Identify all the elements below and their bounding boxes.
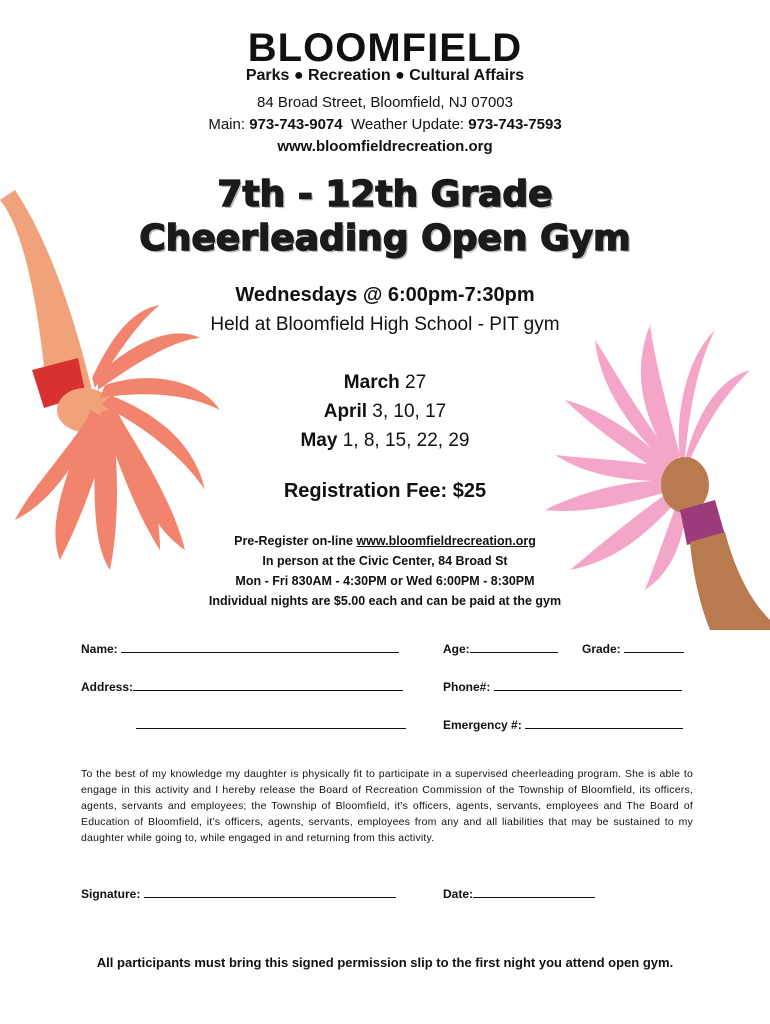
name-label: Name: [81, 642, 118, 656]
address-field[interactable] [81, 678, 403, 694]
date-line[interactable] [473, 885, 595, 898]
signature-label: Signature: [81, 887, 141, 901]
address-line[interactable] [133, 678, 403, 691]
org-logo: BLOOMFIELD [247, 26, 523, 70]
liability-disclaimer: To the best of my knowledge my daughter is physically fit to participate in a supervised cheerleading program. She is able to engage in this activity and I hereby release the Board of Recreation Commission of the Township of Bloomfield, its officers, agents, servants and employees; the Township of Bloomfield, it’s officers, agents, servants, employees and The Board of Education of Bloomfield, it’s officers, agents, servants, employees from any and all liabilities that may be sustained to my daughter while going to, while engaged in and returning from this activity. [81, 768, 693, 844]
in-person-registration: In person at the Civic Center, 84 Broad St [262, 554, 508, 568]
age-label: Age: [443, 642, 470, 656]
org-address: 84 Broad Street, Bloomfield, NJ 07003 [257, 94, 513, 111]
org-phones [0, 116, 770, 133]
emergency-label: Emergency #: [443, 718, 522, 732]
org-tagline: Parks ● Recreation ● Cultural Affairs [245, 67, 525, 84]
event-schedule: Wednesdays @ 6:00pm-7:30pm [235, 284, 535, 306]
weather-phone: 973-743-7593 [468, 116, 562, 133]
address-line-2[interactable] [136, 716, 406, 729]
emergency-field[interactable] [443, 716, 683, 732]
phone-field[interactable] [443, 678, 682, 694]
age-field[interactable] [443, 640, 558, 656]
event-location: Held at Bloomfield High School - PIT gym [210, 314, 560, 335]
nightly-fee: Individual nights are $5.00 each and can be paid at the gym [208, 594, 562, 608]
org-website: www.bloomfieldrecreation.org [277, 138, 493, 155]
grade-label: Grade: [582, 642, 621, 656]
registration-info [0, 531, 770, 611]
date-row-march: March 27 [343, 372, 427, 393]
address-line-2-field[interactable] [136, 716, 406, 732]
phone-line[interactable] [494, 678, 682, 691]
registration-link[interactable]: www.bloomfieldrecreation.org [356, 534, 536, 548]
grade-field[interactable] [582, 640, 684, 656]
date-field[interactable] [443, 885, 595, 901]
event-title-line2: Cheerleading Open Gym [139, 218, 631, 259]
date-row-april: April 3, 10, 17 [323, 401, 447, 422]
address-label: Address: [81, 680, 134, 694]
office-hours: Mon - Fri 830AM - 4:30PM or Wed 6:00PM - 8:30PM [235, 574, 535, 588]
phone-label: Phone#: [443, 680, 491, 694]
date-row-may: May 1, 8, 15, 22, 29 [300, 430, 470, 451]
registration-fee: Registration Fee: $25 [283, 480, 487, 502]
event-title-line1: 7th - 12th Grade [217, 174, 553, 215]
online-registration: Pre-Register on-line www.bloomfieldrecreation.org [234, 534, 536, 548]
name-line[interactable] [121, 640, 399, 653]
main-phone-label: Main: [208, 116, 246, 133]
name-field[interactable] [81, 640, 399, 656]
age-line[interactable] [470, 640, 558, 653]
signature-field[interactable] [81, 885, 396, 901]
grade-line[interactable] [624, 640, 684, 653]
main-phone: 973-743-9074 [249, 116, 343, 133]
weather-phone-label: Weather Update: [350, 116, 465, 133]
footer-note: All participants must bring this signed permission slip to the first night you attend open gym. [96, 955, 674, 970]
event-dates [0, 368, 770, 455]
emergency-line[interactable] [525, 716, 683, 729]
date-label: Date: [443, 887, 474, 901]
signature-line[interactable] [144, 885, 396, 898]
